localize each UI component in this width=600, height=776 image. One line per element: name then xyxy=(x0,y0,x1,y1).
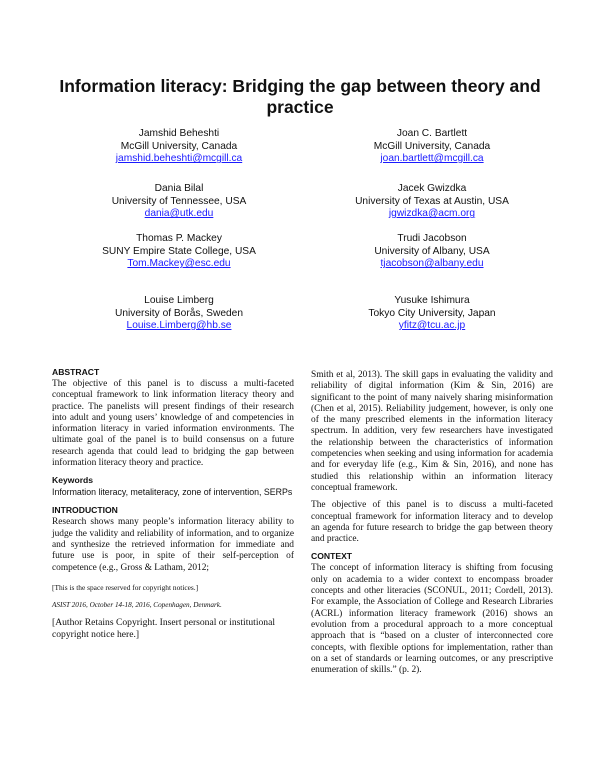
author-affiliation: McGill University, Canada xyxy=(373,140,491,152)
objective-text: The objective of this panel is to discuss a multi-faceted conceptual framework for information literacy and to develop an agenda for future research to bridge the gap between theory and practice. xyxy=(311,500,553,545)
author-name: Louise Limberg xyxy=(144,295,214,306)
context-text: The concept of information literacy is shifting from focusing only on academia to a wider context to encompass broader concepts and other literacies (SCONUL, 2011; Cordell, 2013). For example, the Association of College and Research Libraries (ACRL) information literacy framework (2016) shows an evolution from a procedural approach to a more conceptual approach that is “based on a cluster of interconnected core concepts, with flexible options for implementation, rather than on a set of standards or learning outcomes, or any prescriptive enumeration of skills.” (p. 2). xyxy=(311,563,553,676)
author-email-link[interactable]: jamshid.beheshti@mcgill.ca xyxy=(115,153,243,165)
abstract-text: The objective of this panel is to discuss a multi-faceted conceptual framework to link information literacy theory and practice. The panelists will present findings of their research into adult and young users’ knowledge of and competencies in information literacy in varied information environments. The ultimate goal of the panel is to build consensus on a future research agenda that could lead to bridging the gap between information literacy theory and practice. xyxy=(52,379,294,469)
author-email-link[interactable]: Louise.Limberg@hb.se xyxy=(126,320,232,332)
author-email-link[interactable]: tjacobson@albany.edu xyxy=(380,258,484,270)
introduction-heading: INTRODUCTION xyxy=(52,505,118,516)
introduction-text: Research shows many people’s information literacy ability to judge the validity and reliability of information, and to organize and synthesize the retrieved information for immediate and future use is poor, in spite of their self-perception of competence (e.g., Gross & Latham, 2012; xyxy=(52,517,294,573)
context-heading: CONTEXT xyxy=(311,551,353,562)
author-affiliation: SUNY Empire State College, USA xyxy=(102,245,256,257)
abstract-heading: ABSTRACT xyxy=(52,367,100,377)
author-affiliation: Tokyo City University, Japan xyxy=(368,307,496,319)
author-email-link[interactable]: joan.bartlett@mcgill.ca xyxy=(380,153,484,165)
author-block xyxy=(69,233,289,271)
author-block xyxy=(69,183,289,221)
author-name: Thomas P. Mackey xyxy=(136,233,222,244)
author-block xyxy=(322,233,542,271)
author-name: Dania Bilal xyxy=(154,183,204,194)
author-email-link[interactable]: Tom.Mackey@esc.edu xyxy=(127,258,231,270)
paper-title: Information literacy: Bridging the gap between theory and practice xyxy=(59,76,541,117)
author-affiliation: University of Albany, USA xyxy=(374,245,490,257)
author-name: Yusuke Ishimura xyxy=(394,295,470,306)
author-block xyxy=(69,128,289,166)
author-name: Jamshid Beheshti xyxy=(138,128,220,139)
author-affiliation: University of Texas at Austin, USA xyxy=(355,195,509,207)
author-affiliation: University of Borås, Sweden xyxy=(115,307,243,319)
right-column xyxy=(311,370,553,682)
author-name: Trudi Jacobson xyxy=(397,233,467,244)
author-block xyxy=(69,295,289,333)
author-affiliation: University of Tennessee, USA xyxy=(111,195,247,207)
conference-line xyxy=(52,601,297,609)
author-name: Jacek Gwizdka xyxy=(397,183,467,194)
author-email-link[interactable]: dania@utk.edu xyxy=(144,208,214,220)
copyright-notice: [Author Retains Copyright. Insert personal or institutional copyright notice here.] xyxy=(52,617,276,640)
keywords-text: Information literacy, metaliteracy, zone of intervention, SERPs xyxy=(52,487,293,498)
author-affiliation: McGill University, Canada xyxy=(120,140,238,152)
author-block xyxy=(322,295,542,333)
keywords-heading: Keywords xyxy=(52,475,94,486)
intro-continued-text: Smith et al, 2013). The skill gaps in evaluating the validity and reliability of digital information (Kim & Sin, 2016) are significant to the point of many naively sharing misinformation (Chen et al, 2015). Reliability judgement, however, is only one of the many prescribed elements in the information literacy spectrum. In addition, very few researchers have investigated the relationship between the characteristics of information competencies when seeking and using information for academia and for everyday life (e.g., Kim & Sin, 2016), and none has studied this relationship within an information literacy conceptual framework. xyxy=(311,370,553,493)
author-email-link[interactable]: jgwizdka@acm.org xyxy=(388,208,476,220)
author-email-link[interactable]: yfitz@tcu.ac.jp xyxy=(398,320,466,332)
left-column xyxy=(52,367,294,580)
author-block xyxy=(322,128,542,166)
copyright-space-note: [This is the space reserved for copyright notices.] xyxy=(52,583,199,592)
author-block xyxy=(322,183,542,221)
conference-text: ASIST 2016, October 14-18, 2016, Copenhagen, Denmark. xyxy=(52,601,222,609)
author-name: Joan C. Bartlett xyxy=(396,128,468,139)
